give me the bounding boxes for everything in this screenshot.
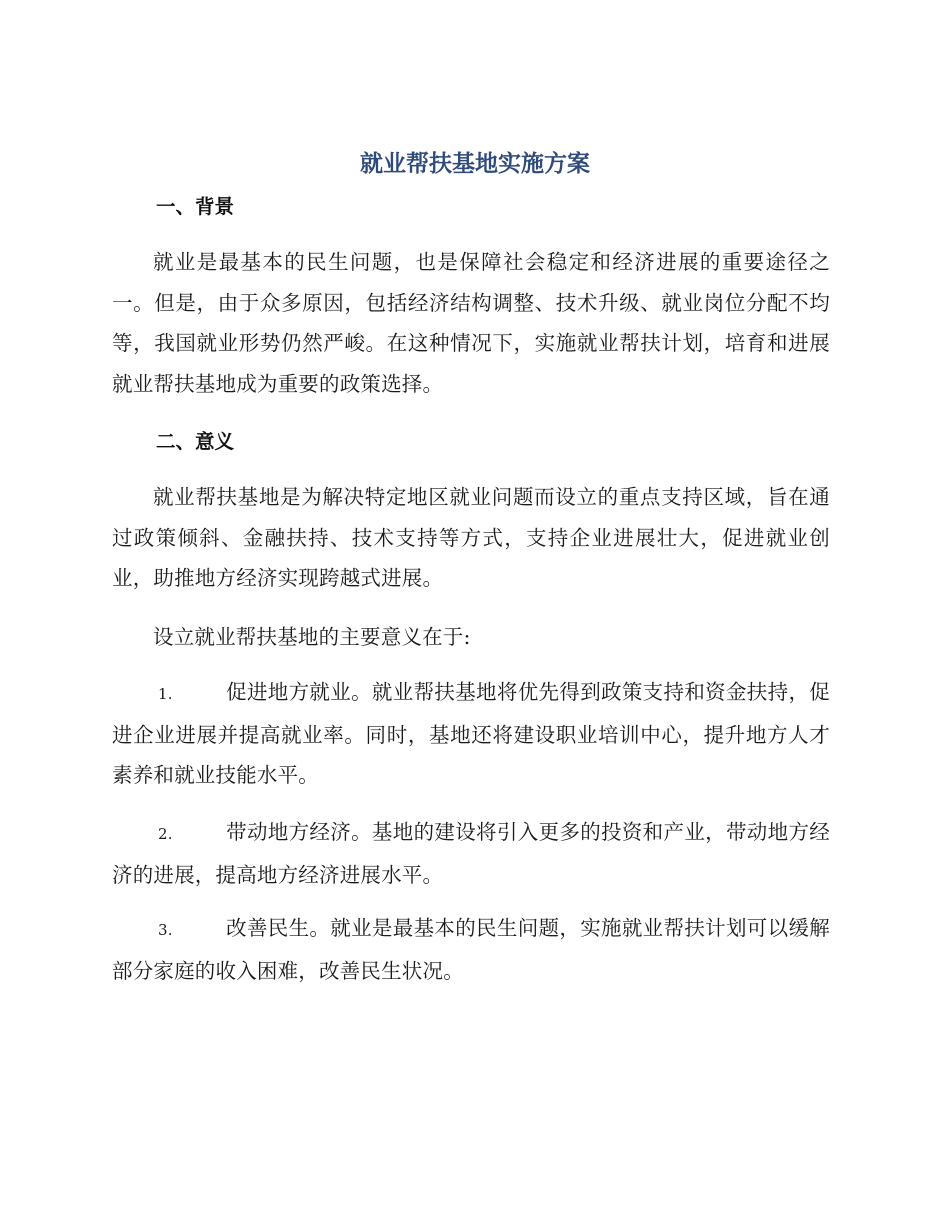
list-item: [112, 812, 830, 895]
list-item-number: 1.: [158, 685, 173, 703]
background-paragraph: 就业是最基本的民生问题，也是保障社会稳定和经济进展的重要途径之一。但是，由于众多原因，包括经济结构调整、技术升级、就业岗位分配不均等，我国就业形势仍然严峻。在这种情况下，实施就业帮扶计划，培育和进展就业帮扶基地成为重要的政策选择。: [112, 250, 830, 396]
section-heading-significance: 二、意义: [156, 430, 235, 453]
list-item-text: 带动地方经济。基地的建设将引入更多的投资和产业，带动地方经济的进展，提高地方经济进展水平。: [112, 820, 830, 887]
document-title: 就业帮扶基地实施方案: [360, 151, 590, 177]
list-item-number: 3.: [158, 921, 173, 939]
list-item: [112, 672, 830, 796]
list-item-text: 改善民生。就业是最基本的民生问题，实施就业帮扶计划可以缓解部分家庭的收入困难，改善民生状况。: [112, 916, 830, 983]
list-item-number: 2.: [158, 825, 173, 843]
list-item-text: 促进地方就业。就业帮扶基地将优先得到政策支持和资金扶持，促进企业进展并提高就业率。同时，基地还将建设职业培训中心，提升地方人才素养和就业技能水平。: [112, 680, 830, 787]
significance-intro-line: 设立就业帮扶基地的主要意义在于:: [153, 625, 471, 649]
significance-paragraph: 就业帮扶基地是为解决特定地区就业问题而设立的重点支持区域，旨在通过政策倾斜、金融扶持、技术支持等方式，支持企业进展壮大，促进就业创业，助推地方经济实现跨越式进展。: [112, 485, 830, 590]
section-heading-background: 一、背景: [156, 195, 235, 218]
list-item: [112, 908, 830, 991]
